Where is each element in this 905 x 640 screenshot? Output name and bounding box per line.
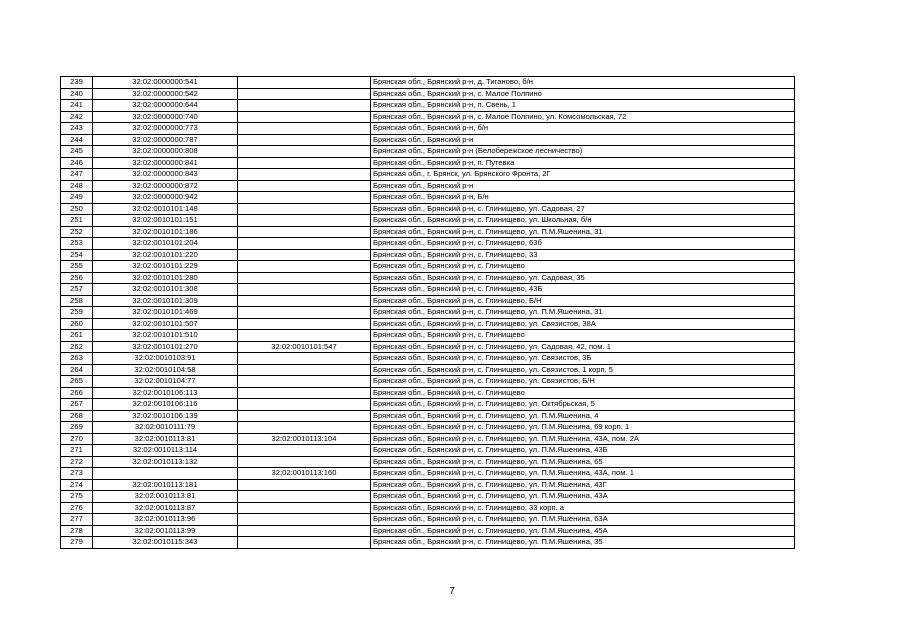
address-cell: Брянская обл., Брянский р-н, с. Глинищево, ул. Садовая, 35 xyxy=(371,272,795,284)
address-cell: Брянская обл., Брянский р-н, с. Глинищево, ул. Садовая, 42, пом. 1 xyxy=(371,341,795,353)
cadastral-number-cell: 32:02:0010103:91 xyxy=(93,353,238,365)
table-row xyxy=(61,146,795,158)
table-row xyxy=(61,445,795,457)
row-number-cell: 240 xyxy=(61,88,93,100)
table-row xyxy=(61,249,795,261)
room-number-cell xyxy=(238,353,371,365)
address-cell: Брянская обл., Брянский р-н, с. Глинищево, 33 xyxy=(371,249,795,261)
row-number-cell: 248 xyxy=(61,180,93,192)
room-number-cell xyxy=(238,77,371,89)
address-cell: Брянская обл., Брянский р-н, с. Малое Полпино xyxy=(371,88,795,100)
cadastral-number-cell: 32:02:0010104:77 xyxy=(93,376,238,388)
cadastral-number-cell: 32:02:0010101:280 xyxy=(93,272,238,284)
table-row xyxy=(61,491,795,503)
table-row xyxy=(61,468,795,480)
row-number-cell: 275 xyxy=(61,491,93,503)
cadastral-number-cell: 32:02:0010113:87 xyxy=(93,502,238,514)
row-number-cell: 261 xyxy=(61,330,93,342)
room-number-cell xyxy=(238,491,371,503)
room-number-cell xyxy=(238,422,371,434)
table-row xyxy=(61,238,795,250)
row-number-cell: 246 xyxy=(61,157,93,169)
table-row xyxy=(61,410,795,422)
table-row xyxy=(61,318,795,330)
room-number-cell xyxy=(238,261,371,273)
address-cell: Брянская обл., Брянский р-н, Б/н xyxy=(371,192,795,204)
room-number-cell xyxy=(238,330,371,342)
room-number-cell xyxy=(238,100,371,112)
table-row xyxy=(61,295,795,307)
cadastral-number-cell: 32:02:0010106:139 xyxy=(93,410,238,422)
cadastral-number-cell: 32:02:0010113:181 xyxy=(93,479,238,491)
row-number-cell: 276 xyxy=(61,502,93,514)
address-cell: Брянская обл., Брянский р-н, с. Глинищево, ул. Школьная, б/н xyxy=(371,215,795,227)
address-cell: Брянская обл., Брянский р-н, с. Глинищево, ул. Связистов, 3Б xyxy=(371,353,795,365)
address-cell: Брянская обл., Брянский р-н, п. Свень, 1 xyxy=(371,100,795,112)
cadastral-number-cell: 32:02:0010101:308 xyxy=(93,284,238,296)
room-number-cell xyxy=(238,157,371,169)
cadastral-number-cell: 32:02:0010113:114 xyxy=(93,445,238,457)
room-number-cell xyxy=(238,226,371,238)
row-number-cell: 254 xyxy=(61,249,93,261)
table-row xyxy=(61,100,795,112)
room-number-cell xyxy=(238,192,371,204)
address-cell: Брянская обл., Брянский р-н, п. Путевка xyxy=(371,157,795,169)
row-number-cell: 268 xyxy=(61,410,93,422)
row-number-cell: 277 xyxy=(61,514,93,526)
address-cell: Брянская обл., Брянский р-н xyxy=(371,180,795,192)
room-number-cell xyxy=(238,238,371,250)
table-row xyxy=(61,353,795,365)
row-number-cell: 250 xyxy=(61,203,93,215)
row-number-cell: 253 xyxy=(61,238,93,250)
address-cell: Брянская обл., Брянский р-н, с. Глинищево, 43Б xyxy=(371,284,795,296)
cadastral-number-cell: 32:02:0010101:148 xyxy=(93,203,238,215)
cadastral-number-cell: 32:02:0010106:113 xyxy=(93,387,238,399)
address-cell: Брянская обл., Брянский р-н, с. Глинищево xyxy=(371,261,795,273)
table-row xyxy=(61,376,795,388)
room-number-cell xyxy=(238,479,371,491)
address-cell: Брянская обл., Брянский р-н, д. Тиганово, б/н xyxy=(371,77,795,89)
address-cell: Брянская обл., Брянский р-н, с. Глинищево, 33 корп. а xyxy=(371,502,795,514)
table-row xyxy=(61,422,795,434)
row-number-cell: 249 xyxy=(61,192,93,204)
address-cell: Брянская обл., Брянский р-н, с. Глинищево, ул. П.М.Яшенина, 31 xyxy=(371,226,795,238)
cadastral-number-cell: 32:02:0010101:469 xyxy=(93,307,238,319)
table-row xyxy=(61,456,795,468)
cadastral-number-cell: 32:02:0010113:132 xyxy=(93,456,238,468)
room-number-cell xyxy=(238,111,371,123)
row-number-cell: 245 xyxy=(61,146,93,158)
row-number-cell: 243 xyxy=(61,123,93,135)
row-number-cell: 256 xyxy=(61,272,93,284)
address-cell: Брянская обл., Брянский р-н, с. Глинищево, ул. Октябрьская, 5 xyxy=(371,399,795,411)
table-row xyxy=(61,284,795,296)
address-cell: Брянская обл., Брянский р-н, с. Глинищево, ул. П.М.Яшенина, 43Г xyxy=(371,479,795,491)
table-row xyxy=(61,272,795,284)
room-number-cell xyxy=(238,88,371,100)
address-cell: Брянская обл., Брянский р-н, с. Глинищево, ул. П.М.Яшенина, 65 xyxy=(371,456,795,468)
cadastral-number-cell: 32:02:0010101:204 xyxy=(93,238,238,250)
table-row xyxy=(61,203,795,215)
address-cell: Брянская обл., Брянский р-н (Белобережское лесничество) xyxy=(371,146,795,158)
room-number-cell xyxy=(238,295,371,307)
cadastral-number-cell: 32:02:0010115:343 xyxy=(93,537,238,549)
cadastral-number-cell: 32:02:0000000:808 xyxy=(93,146,238,158)
cadastral-number-cell: 32:02:0010106:116 xyxy=(93,399,238,411)
cadastral-number-cell: 32:02:0000000:841 xyxy=(93,157,238,169)
address-cell: Брянская обл., Брянский р-н, с. Глинищево, ул. Садовая, 27 xyxy=(371,203,795,215)
table-row xyxy=(61,192,795,204)
address-cell: Брянская обл., Брянский р-н, с. Глинищево, ул. Связистов, 1 корп. 5 xyxy=(371,364,795,376)
table-row xyxy=(61,111,795,123)
address-cell: Брянская обл., г. Брянск, ул. Брянского Фронта, 2Г xyxy=(371,169,795,181)
table-row xyxy=(61,180,795,192)
row-number-cell: 259 xyxy=(61,307,93,319)
address-cell: Брянская обл., Брянский р-н, с. Малое Полпино, ул. Комсомольская, 72 xyxy=(371,111,795,123)
table-row xyxy=(61,77,795,89)
room-number-cell xyxy=(238,387,371,399)
row-number-cell: 239 xyxy=(61,77,93,89)
table-row xyxy=(61,261,795,273)
address-cell: Брянская обл., Брянский р-н, с. Глинищево, ул. П.М.Яшенина, 43А, пом. 1 xyxy=(371,468,795,480)
table-row xyxy=(61,502,795,514)
address-cell: Брянская обл., Брянский р-н, с. Глинищево, ул. П.М.Яшенина, 45А xyxy=(371,525,795,537)
cadastral-number-cell: 32:02:0010111:79 xyxy=(93,422,238,434)
table-row xyxy=(61,88,795,100)
row-number-cell: 273 xyxy=(61,468,93,480)
row-number-cell: 270 xyxy=(61,433,93,445)
address-cell: Брянская обл., Брянский р-н xyxy=(371,134,795,146)
table-row xyxy=(61,123,795,135)
cadastral-number-cell: 32:02:0010101:186 xyxy=(93,226,238,238)
cadastral-number-cell: 32:02:0000000:843 xyxy=(93,169,238,181)
room-number-cell: 32:02:0010113:160 xyxy=(238,468,371,480)
address-cell: Брянская обл., Брянский р-н, с. Глинищево, ул. П.М.Яшенина, 43Б xyxy=(371,445,795,457)
room-number-cell xyxy=(238,456,371,468)
room-number-cell xyxy=(238,180,371,192)
room-number-cell: 32:02:0010113:104 xyxy=(238,433,371,445)
room-number-cell xyxy=(238,123,371,135)
row-number-cell: 272 xyxy=(61,456,93,468)
cadastral-number-cell: 32:02:0010113:99 xyxy=(93,525,238,537)
row-number-cell: 278 xyxy=(61,525,93,537)
row-number-cell: 257 xyxy=(61,284,93,296)
cadastral-number-cell xyxy=(93,468,238,480)
cadastral-number-cell: 32:02:0010104:58 xyxy=(93,364,238,376)
cadastral-number-cell: 32:02:0010101:220 xyxy=(93,249,238,261)
table-row xyxy=(61,341,795,353)
address-cell: Брянская обл., Брянский р-н, с. Глинищево, ул. Связистов, Б/Н xyxy=(371,376,795,388)
room-number-cell xyxy=(238,445,371,457)
row-number-cell: 242 xyxy=(61,111,93,123)
row-number-cell: 263 xyxy=(61,353,93,365)
cadastral-number-cell: 32:02:0000000:872 xyxy=(93,180,238,192)
room-number-cell xyxy=(238,307,371,319)
cadastral-number-cell: 32:02:0010101:510 xyxy=(93,330,238,342)
room-number-cell xyxy=(238,318,371,330)
address-cell: Брянская обл., Брянский р-н, с. Глинищево, ул. П.М.Яшенина, 43А xyxy=(371,491,795,503)
room-number-cell xyxy=(238,364,371,376)
address-cell: Брянская обл., Брянский р-н, с. Глинищево, ул. Связистов, 38А xyxy=(371,318,795,330)
address-cell: Брянская обл., Брянский р-н, с. Глинищево, ул. П.М.Яшенина, 69 корп. 1 xyxy=(371,422,795,434)
row-number-cell: 264 xyxy=(61,364,93,376)
row-number-cell: 255 xyxy=(61,261,93,273)
table-row xyxy=(61,215,795,227)
room-number-cell xyxy=(238,376,371,388)
table-row xyxy=(61,387,795,399)
room-number-cell xyxy=(238,284,371,296)
room-number-cell xyxy=(238,215,371,227)
address-cell: Брянская обл., Брянский р-н, с. Глинищево, ул. П.М.Яшенина, 35 xyxy=(371,537,795,549)
address-cell: Брянская обл., Брянский р-н, с. Глинищево, ул. П.М.Яшенина, 4 xyxy=(371,410,795,422)
row-number-cell: 265 xyxy=(61,376,93,388)
cadastral-number-cell: 32:02:0000000:644 xyxy=(93,100,238,112)
cadastral-number-cell: 32:02:0000000:942 xyxy=(93,192,238,204)
table-row xyxy=(61,525,795,537)
address-cell: Брянская обл., Брянский р-н, с. Глинищево, ул. П.М.Яшенина, 63А xyxy=(371,514,795,526)
cadastral-number-cell: 32:02:0010101:229 xyxy=(93,261,238,273)
row-number-cell: 247 xyxy=(61,169,93,181)
room-number-cell xyxy=(238,203,371,215)
row-number-cell: 251 xyxy=(61,215,93,227)
table-row xyxy=(61,169,795,181)
cadastral-number-cell: 32:02:0010113:81 xyxy=(93,433,238,445)
address-cell: Брянская обл., Брянский р-н, с. Глинищево, 63б xyxy=(371,238,795,250)
room-number-cell xyxy=(238,514,371,526)
row-number-cell: 267 xyxy=(61,399,93,411)
room-number-cell xyxy=(238,410,371,422)
room-number-cell xyxy=(238,146,371,158)
table-row xyxy=(61,433,795,445)
table-row xyxy=(61,514,795,526)
cadastral-number-cell: 32:02:0010113:96 xyxy=(93,514,238,526)
table-row xyxy=(61,399,795,411)
page-number: 7 xyxy=(449,586,455,597)
room-number-cell xyxy=(238,249,371,261)
table-row xyxy=(61,157,795,169)
row-number-cell: 262 xyxy=(61,341,93,353)
row-number-cell: 271 xyxy=(61,445,93,457)
address-cell: Брянская обл., Брянский р-н, с. Глинищево xyxy=(371,330,795,342)
table-row xyxy=(61,307,795,319)
room-number-cell xyxy=(238,537,371,549)
room-number-cell xyxy=(238,502,371,514)
row-number-cell: 274 xyxy=(61,479,93,491)
address-cell: Брянская обл., Брянский р-н, с. Глинищево, ул. П.М.Яшенина, 43А, пом. 2А xyxy=(371,433,795,445)
table-row xyxy=(61,330,795,342)
room-number-cell xyxy=(238,134,371,146)
cadastral-number-cell: 32:02:0010101:507 xyxy=(93,318,238,330)
row-number-cell: 266 xyxy=(61,387,93,399)
row-number-cell: 260 xyxy=(61,318,93,330)
table-body xyxy=(61,77,795,549)
cadastral-number-cell: 32:02:0010101:151 xyxy=(93,215,238,227)
row-number-cell: 279 xyxy=(61,537,93,549)
room-number-cell xyxy=(238,169,371,181)
address-cell: Брянская обл., Брянский р-н, с. Глинищево, ул. П.М.Яшенина, 31 xyxy=(371,307,795,319)
cadastral-table xyxy=(60,76,795,549)
cadastral-number-cell: 32:02:0010101:309 xyxy=(93,295,238,307)
cadastral-number-cell: 32:02:0000000:542 xyxy=(93,88,238,100)
cadastral-number-cell: 32:02:0010101:270 xyxy=(93,341,238,353)
room-number-cell xyxy=(238,525,371,537)
table-row xyxy=(61,134,795,146)
table-row xyxy=(61,479,795,491)
cadastral-number-cell: 32:02:0000000:541 xyxy=(93,77,238,89)
table-row xyxy=(61,226,795,238)
room-number-cell xyxy=(238,272,371,284)
cadastral-number-cell: 32:02:0010113:81 xyxy=(93,491,238,503)
address-cell: Брянская обл., Брянский р-н, б/н xyxy=(371,123,795,135)
cadastral-number-cell: 32:02:0000000:740 xyxy=(93,111,238,123)
row-number-cell: 241 xyxy=(61,100,93,112)
cadastral-number-cell: 32:02:0000000:787 xyxy=(93,134,238,146)
room-number-cell: 32:02:0010101:547 xyxy=(238,341,371,353)
room-number-cell xyxy=(238,399,371,411)
address-cell: Брянская обл., Брянский р-н, с. Глинищево xyxy=(371,387,795,399)
address-cell: Брянская обл., Брянский р-н, с. Глинищево, Б/Н xyxy=(371,295,795,307)
table-row xyxy=(61,364,795,376)
row-number-cell: 258 xyxy=(61,295,93,307)
cadastral-number-cell: 32:02:0000000:773 xyxy=(93,123,238,135)
row-number-cell: 244 xyxy=(61,134,93,146)
table-row xyxy=(61,537,795,549)
row-number-cell: 269 xyxy=(61,422,93,434)
row-number-cell: 252 xyxy=(61,226,93,238)
